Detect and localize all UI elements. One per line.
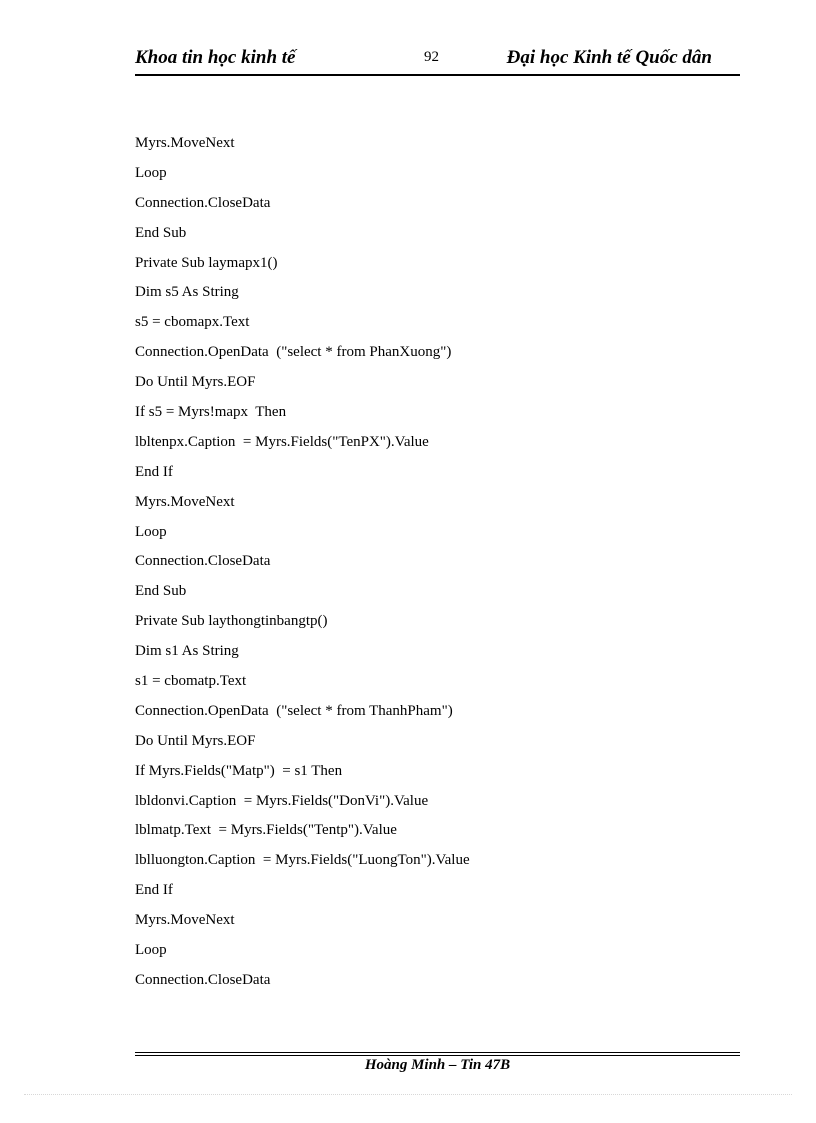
code-line: lbltenpx.Caption = Myrs.Fields("TenPX").Value <box>135 433 429 450</box>
code-line: Connection.CloseData <box>135 553 271 570</box>
code-line: Do Until Myrs.EOF <box>135 732 256 749</box>
university-name: Đại học Kinh tế Quốc dân <box>506 47 712 68</box>
code-line: Loop <box>135 164 167 181</box>
code-line: Connection.CloseData <box>135 194 271 211</box>
code-line: lblmatp.Text = Myrs.Fields("Tentp").Value <box>135 822 397 839</box>
code-line: Dim s5 As String <box>135 284 239 301</box>
code-line: If Myrs.Fields("Matp") = s1 Then <box>135 762 343 779</box>
page-number: 92 <box>424 49 439 65</box>
code-line: Loop <box>135 942 167 959</box>
code-line: Dim s1 As String <box>135 643 239 660</box>
code-line: Myrs.MoveNext <box>135 135 235 151</box>
code-line: End Sub <box>135 583 187 600</box>
code-line: Connection.CloseData <box>135 971 271 988</box>
code-line: If s5 = Myrs!mapx Then <box>135 404 287 421</box>
code-line: Myrs.MoveNext <box>135 912 235 929</box>
footer-author: Hoàng Minh – Tin 47B <box>364 1057 511 1073</box>
code-line: Do Until Myrs.EOF <box>135 374 256 391</box>
code-line: End If <box>135 882 173 899</box>
footer-divider <box>135 1052 740 1056</box>
code-line: Myrs.MoveNext <box>135 493 235 510</box>
code-line: Connection.OpenData ("select * from PhanXuong") <box>135 344 452 361</box>
page-edge-divider <box>24 1094 792 1095</box>
code-line: Connection.OpenData ("select * from ThanhPham") <box>135 702 453 719</box>
code-line: End If <box>135 463 173 480</box>
code-line: lbldonvi.Caption = Myrs.Fields("DonVi").Value <box>135 792 429 809</box>
faculty-name: Khoa tin học kinh tế <box>135 47 296 68</box>
code-line: Loop <box>135 523 167 540</box>
code-line: Private Sub laymapx1() <box>135 254 278 271</box>
code-line: s5 = cbomapx.Text <box>135 314 250 331</box>
code-line: End Sub <box>135 224 187 241</box>
code-line: s1 = cbomatp.Text <box>135 673 247 690</box>
code-line: Private Sub laythongtinbangtp() <box>135 613 328 630</box>
code-listing <box>135 131 735 998</box>
page-header <box>135 44 740 76</box>
code-line: lblluongton.Caption = Myrs.Fields("LuongTon").Value <box>135 852 470 869</box>
